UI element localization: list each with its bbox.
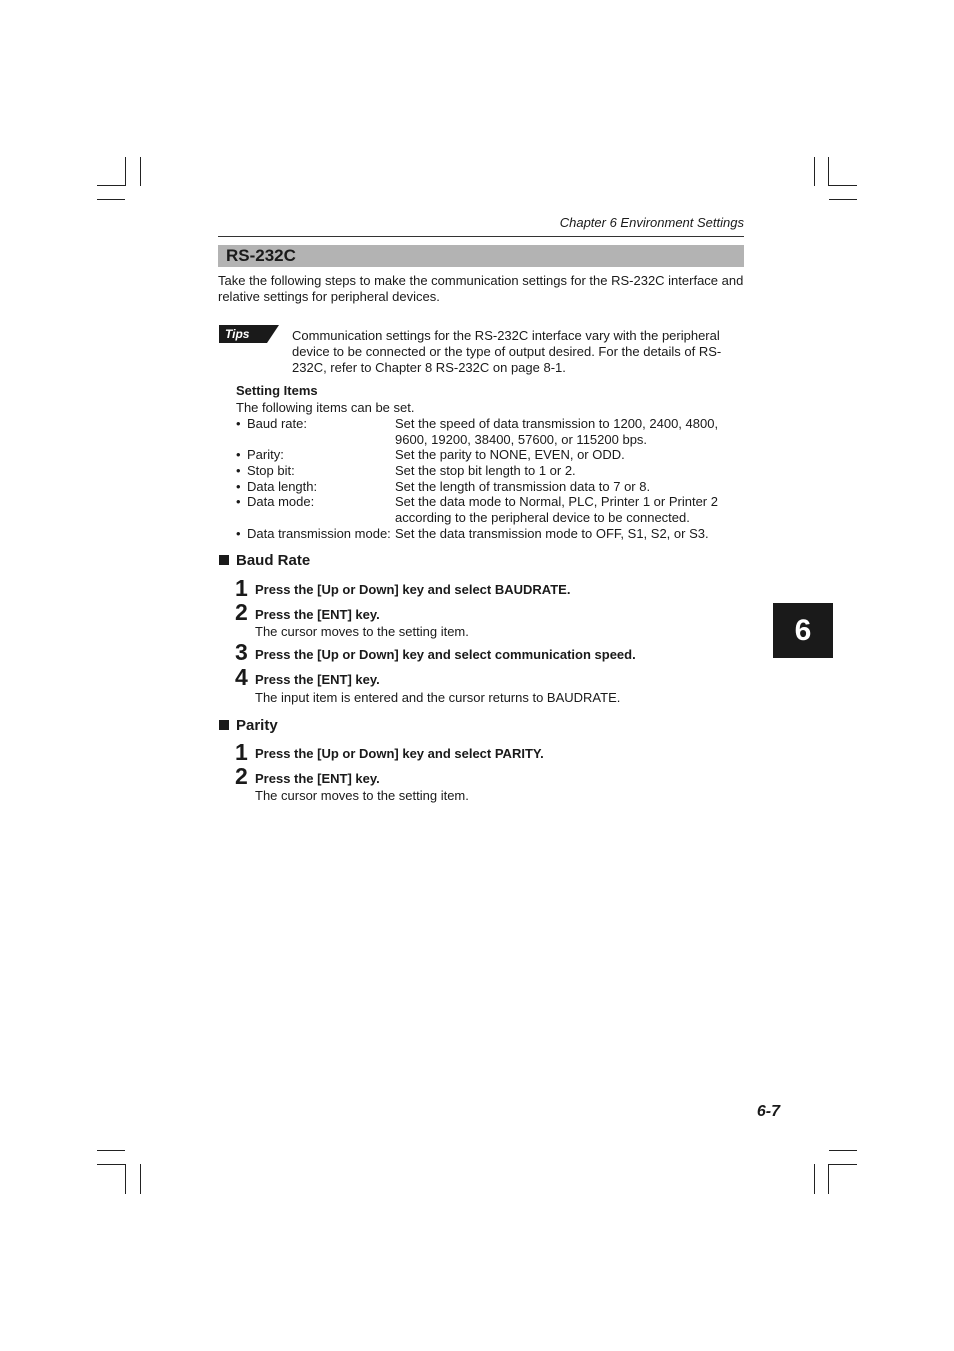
square-bullet-icon <box>219 555 229 565</box>
step-result: The cursor moves to the setting item. <box>255 624 469 639</box>
list-item <box>236 463 736 479</box>
heading-label: Baud Rate <box>236 552 311 569</box>
step-instruction: Press the [ENT] key. <box>255 771 380 786</box>
intro-paragraph: Take the following steps to make the communication settings for the RS-232C interface and relative settings for peripheral devices. <box>218 273 744 304</box>
step-number: 2 <box>235 763 248 789</box>
step-number: 4 <box>235 664 248 690</box>
tips-text: Communication settings for the RS-232C interface vary with the peripheral device to be connected or the type of output desired. For the details of RS-232C, refer to Chapter 8 RS-232C on page 8-1. <box>292 328 722 375</box>
list-item <box>236 479 736 495</box>
step-result: The input item is entered and the cursor returns to BAUDRATE. <box>255 690 621 705</box>
step-number: 2 <box>235 599 248 625</box>
running-header: Chapter 6 Environment Settings <box>559 215 744 230</box>
item-description: Set the data mode to Normal, PLC, Printer 1 or Printer 2 according to the peripheral device to be connected. <box>395 494 718 525</box>
bullet-icon: • <box>236 494 241 509</box>
item-description: Set the speed of data transmission to 1200, 2400, 4800, 9600, 19200, 38400, 57600, or 115200 bps. <box>395 416 719 447</box>
item-description: Set the length of transmission data to 7 or 8. <box>395 479 651 494</box>
square-bullet-icon <box>219 720 229 730</box>
item-label: Baud rate: <box>247 416 307 431</box>
item-description: Set the stop bit length to 1 or 2. <box>395 463 576 478</box>
chapter-tab: 6 <box>773 603 833 658</box>
section-title-bar <box>218 245 744 267</box>
bullet-icon: • <box>236 416 241 431</box>
list-item <box>236 416 736 448</box>
bullet-icon: • <box>236 526 241 541</box>
step-instruction: Press the [ENT] key. <box>255 607 380 622</box>
parity-heading <box>219 717 278 735</box>
item-label: Data mode: <box>247 494 315 509</box>
step-number: 1 <box>235 739 248 765</box>
tips-badge-label: Tips <box>225 327 250 341</box>
tips-badge <box>219 325 279 343</box>
setting-items-title: Setting Items <box>236 383 318 398</box>
item-label: Parity: <box>247 447 284 462</box>
setting-items-lead: The following items can be set. <box>236 400 415 415</box>
step-result: The cursor moves to the setting item. <box>255 788 469 803</box>
heading-label: Parity <box>236 717 278 734</box>
section-title: RS-232C <box>226 246 296 265</box>
list-item <box>236 447 736 463</box>
bullet-icon: • <box>236 463 241 478</box>
page-number: 6-7 <box>756 1103 780 1120</box>
bullet-icon: • <box>236 447 241 462</box>
item-label: Stop bit: <box>247 463 295 478</box>
item-description: Set the parity to NONE, EVEN, or ODD. <box>395 447 625 462</box>
list-item <box>236 494 736 526</box>
bullet-icon: • <box>236 479 241 494</box>
step-instruction: Press the [ENT] key. <box>255 672 380 687</box>
item-label: Data transmission mode: <box>247 526 391 541</box>
item-description: Set the data transmission mode to OFF, S1, S2, or S3. <box>395 526 709 541</box>
step-instruction: Press the [Up or Down] key and select PARITY. <box>255 746 544 761</box>
header-rule <box>218 236 744 237</box>
item-label: Data length: <box>247 479 318 494</box>
baud-rate-heading <box>219 552 310 570</box>
step-number: 1 <box>235 575 248 601</box>
step-number: 3 <box>235 639 248 665</box>
step-instruction: Press the [Up or Down] key and select communication speed. <box>255 647 636 662</box>
step-instruction: Press the [Up or Down] key and select BAUDRATE. <box>255 582 571 597</box>
list-item <box>236 526 736 542</box>
